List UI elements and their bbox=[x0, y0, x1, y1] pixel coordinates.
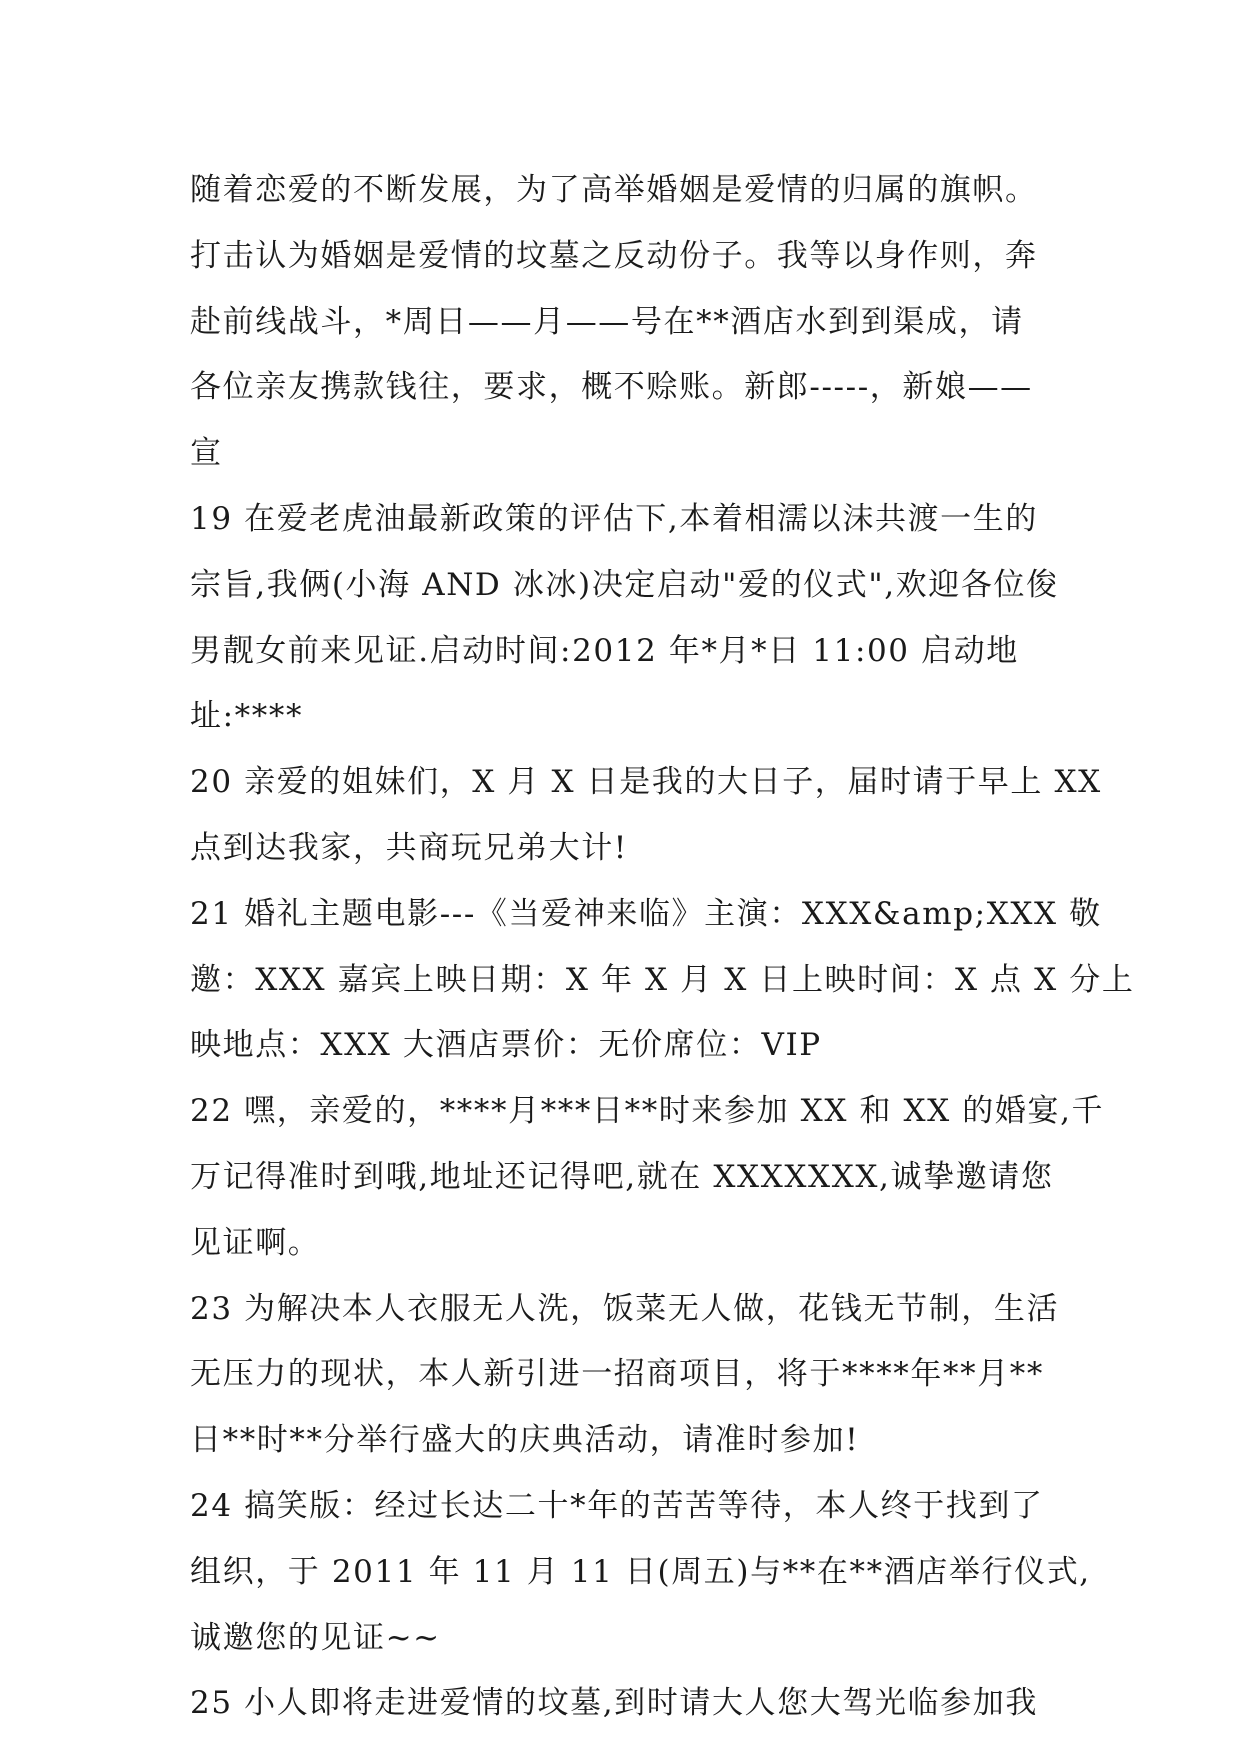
text-line: 19 在爱老虎油最新政策的评估下,本着相濡以沫共渡一生的 bbox=[190, 500, 1038, 537]
text-line: 21 婚礼主题电影---《当爱神来临》主演：XXX&amp;XXX 敬 bbox=[190, 895, 1102, 932]
text-line: 万记得准时到哦,地址还记得吧,就在 XXXXXXX,诚挚邀请您 bbox=[190, 1158, 1054, 1195]
text-line: 20 亲爱的姐妹们，X 月 X 日是我的大日子，届时请于早上 XX bbox=[190, 764, 1102, 801]
text-line: 随着恋爱的不断发展，为了高举婚姻是爱情的归属的旗帜。 bbox=[190, 172, 1038, 208]
text-line: 映地点：XXX 大酒店票价：无价席位：VIP bbox=[190, 1027, 822, 1064]
body-text bbox=[190, 158, 1135, 1737]
text-line: 组织，于 2011 年 11 月 11 日(周五)与**在**酒店举行仪式, bbox=[190, 1553, 1091, 1590]
text-line: 点到达我家，共商玩兄弟大计! bbox=[190, 829, 628, 866]
text-line: 23 为解决本人衣服无人洗，饭菜无人做，花钱无节制，生活 bbox=[190, 1290, 1060, 1327]
text-line: 25 小人即将走进爱情的坟墓,到时请大人您大驾光临参加我 bbox=[190, 1685, 1038, 1722]
text-line: 男靓女前来见证.启动时间:2012 年*月*日 11:00 启动地 bbox=[190, 632, 1019, 669]
text-line: 宣 bbox=[190, 435, 223, 472]
text-line: 24 搞笑版：经过长达二十*年的苦苦等待，本人终于找到了 bbox=[190, 1487, 1044, 1524]
text-line: 宗旨,我俩(小海 AND 冰冰)决定启动"爱的仪式",欢迎各位俊 bbox=[190, 566, 1059, 603]
text-line: 址:**** bbox=[190, 698, 304, 735]
text-line: 邀：XXX 嘉宾上映日期：X 年 X 月 X 日上映时间：X 点 X 分上 bbox=[190, 961, 1135, 998]
text-line: 各位亲友携款钱往，要求，概不赊账。新郎-----，新娘—— bbox=[190, 369, 1033, 406]
text-line: 诚邀您的见证~~ bbox=[190, 1619, 441, 1656]
text-line: 赴前线战斗，*周日——月——号在**酒店水到到渠成，请 bbox=[190, 303, 1024, 340]
text-line: 无压力的现状，本人新引进一招商项目，将于****年**月** bbox=[190, 1356, 1044, 1393]
text-line: 见证啊。 bbox=[190, 1224, 321, 1261]
text-line: 日**时**分举行盛大的庆典活动，请准时参加! bbox=[190, 1422, 860, 1459]
text-line: 22 嘿，亲爱的，****月***日**时来参加 XX 和 XX 的婚宴,千 bbox=[190, 1093, 1105, 1130]
text-line: 打击认为婚姻是爱情的坟墓之反动份子。我等以身作则，奔 bbox=[190, 237, 1038, 274]
